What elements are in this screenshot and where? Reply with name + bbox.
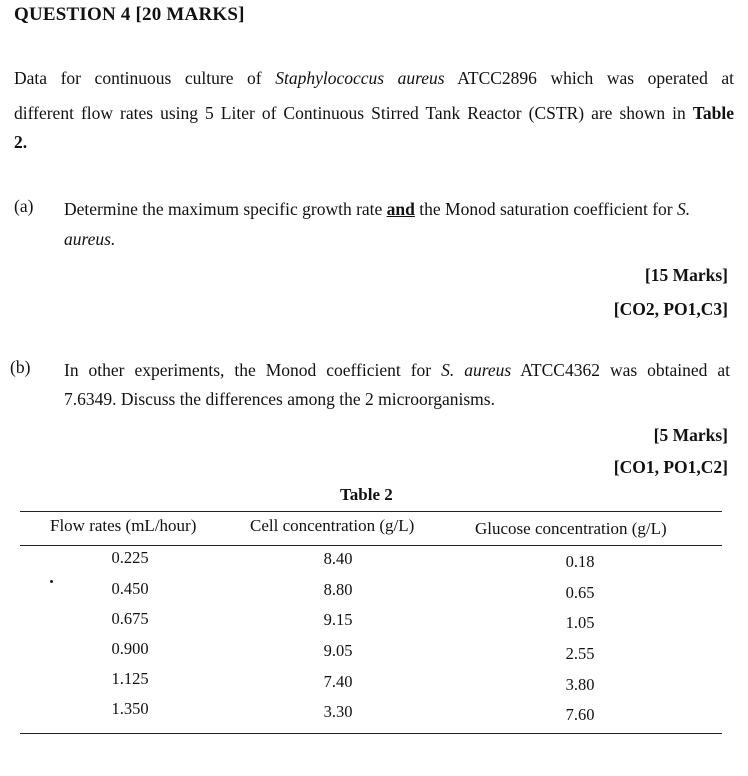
column-header-glucose-concentration: Glucose concentration (g/L) — [475, 519, 667, 538]
part-b-codes: [CO1, PO1,C2] — [613, 457, 728, 477]
part-b-text: ATCC4362 was obtained at — [520, 360, 730, 380]
part-a-text: Determine the maximum specific growth rate — [64, 199, 383, 219]
stray-mark — [50, 580, 53, 583]
organism-abbrev: aureus. — [64, 229, 116, 249]
column-header-flow-rate: Flow rates (mL/hour) — [50, 516, 197, 535]
cell-flow-rate: 0.225 — [111, 548, 149, 567]
cell-glucose-concentration: 3.80 — [565, 675, 595, 694]
part-b-text: In other experiments, the Monod coefficient for — [64, 360, 432, 380]
part-b-marks: [5 Marks] — [653, 425, 728, 445]
cell-cell-concentration: 9.05 — [323, 641, 353, 660]
cell-flow-rate: 0.675 — [111, 609, 149, 628]
cell-cell-concentration: 8.40 — [323, 549, 353, 568]
cell-flow-rate: 0.450 — [111, 579, 149, 598]
part-a-label: (a) — [14, 196, 34, 216]
intro-line-2 — [14, 103, 734, 124]
table-reference: Table — [692, 103, 735, 123]
part-a-codes: [CO2, PO1,C3] — [613, 299, 728, 319]
cell-flow-rate: 0.900 — [111, 639, 149, 658]
cell-cell-concentration: 3.30 — [323, 702, 353, 721]
cell-glucose-concentration: 7.60 — [565, 705, 595, 724]
table-bottom-rule — [20, 733, 722, 734]
organism-name: S. aureus — [441, 360, 512, 380]
cell-flow-rate: 1.125 — [111, 669, 149, 688]
cell-cell-concentration: 8.80 — [323, 580, 353, 599]
part-a-line-2 — [64, 229, 115, 250]
organism-name: Staphylococcus aureus — [275, 68, 445, 88]
intro-line-3: 2. — [14, 132, 28, 152]
part-a-marks: [15 Marks] — [644, 265, 728, 285]
table-title: Table 2 — [340, 485, 393, 504]
intro-text: ATCC2896 which was operated at — [457, 68, 735, 88]
organism-abbrev: S. — [677, 199, 691, 219]
intro-line-1 — [14, 68, 734, 89]
part-a-line-1 — [64, 199, 690, 220]
underlined-and: and — [386, 199, 415, 219]
question-heading: QUESTION 4 [20 MARKS] — [14, 4, 245, 25]
part-b-line-1 — [64, 360, 730, 381]
cell-glucose-concentration: 0.18 — [565, 552, 595, 571]
column-header-cell-concentration: Cell concentration (g/L) — [250, 516, 415, 535]
table-top-rule — [20, 511, 722, 512]
part-a-text: the Monod saturation coefficient for — [419, 199, 673, 219]
intro-text: different flow rates using 5 Liter of Continuous Stirred Tank Reactor (CSTR) are shown in — [14, 103, 686, 123]
cell-glucose-concentration: 1.05 — [565, 613, 595, 632]
cell-cell-concentration: 7.40 — [323, 672, 353, 691]
cell-flow-rate: 1.350 — [111, 699, 149, 718]
cell-glucose-concentration: 0.65 — [565, 583, 595, 602]
intro-text: Data for continuous culture of — [14, 68, 262, 88]
part-b-label: (b) — [10, 357, 31, 377]
table-header-rule — [20, 545, 722, 546]
cell-glucose-concentration: 2.55 — [565, 644, 595, 663]
part-b-line-2: 7.6349. Discuss the differences among the 2 microorganisms. — [64, 389, 495, 409]
cell-cell-concentration: 9.15 — [323, 610, 353, 629]
